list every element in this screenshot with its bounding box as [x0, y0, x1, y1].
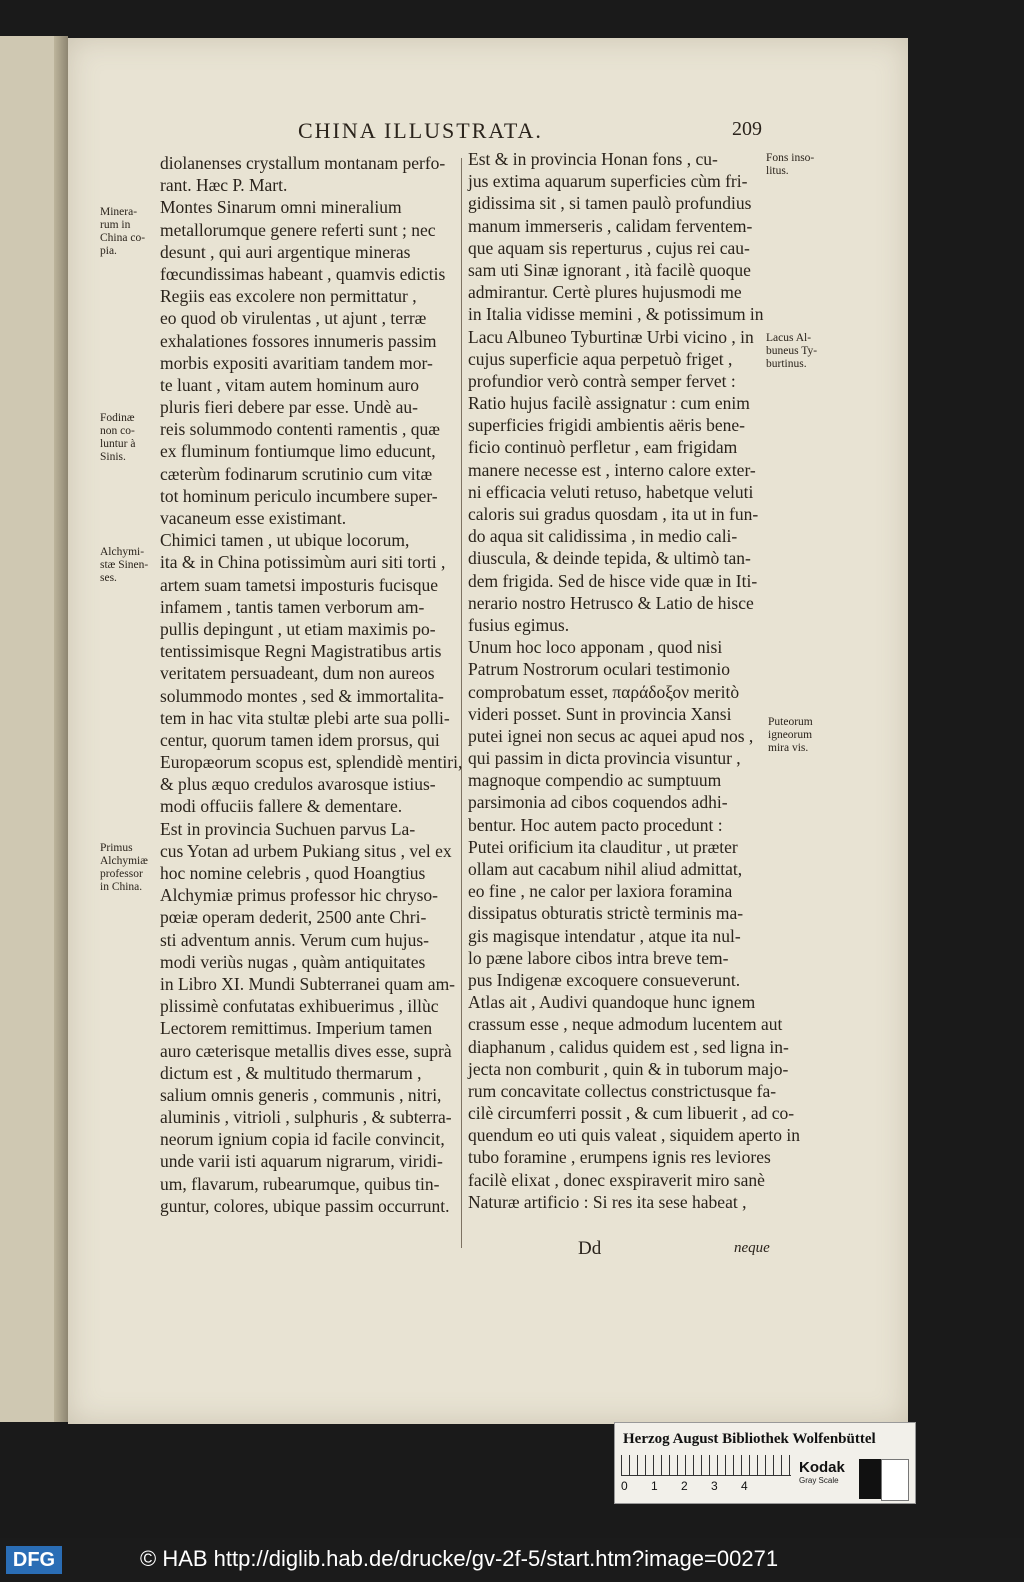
text-line: eo quod ob virulentas , ut ajunt , terræ — [160, 308, 427, 329]
text-line: Lacu Albuneo Tyburtinæ Urbi vicino , in — [468, 326, 754, 347]
text-line: tot hominum periculo incumbere super- — [160, 485, 438, 506]
text-line: unde varii isti aquarum nigrarum, viridi- — [160, 1151, 443, 1172]
text-line: ollam aut cacabum nihil aliud admittat, — [468, 859, 743, 879]
text-line: exhalationes fossores innumeris passim — [160, 330, 437, 351]
source-url[interactable]: © HAB http://diglib.hab.de/drucke/gv-2f-5/start.htm?image=00271 — [140, 1546, 779, 1571]
text-line: ficio continuò perfletur , eam frigidam — [468, 437, 738, 458]
facing-page-edge — [0, 36, 68, 1422]
text-line: ita & in China potissimùm auri siti torti , — [160, 552, 446, 573]
text-line: quendum eo uti quis valeat , siquidem aperto in — [468, 1125, 800, 1146]
text-line: lo pæne labore cibos intra breve tem- — [468, 947, 729, 968]
text-line: cus Yotan ad urbem Pukiang situs , vel ex — [160, 840, 452, 861]
text-line: superficies frigidi ambientis aëris bene- — [468, 415, 745, 436]
text-line: manere necesse est , interno calore exter- — [468, 459, 756, 480]
text-line: in Italia vidisse memini , & potissimum in — [468, 304, 764, 325]
text-line: Est & in provincia Honan fons , cu- — [468, 149, 718, 169]
scale-number: 1 — [651, 1479, 658, 1493]
text-line: putei ignei non secus ac aquei apud nos , — [468, 725, 754, 746]
text-line: auro cæterisque metallis dives esse, suprà — [160, 1040, 452, 1061]
margin-note-fodinae: Fodinæ non co- luntur à Sinis. — [100, 412, 136, 463]
text-line: veritatem persuadeant, dum non aureos — [160, 663, 435, 684]
text-line: dem frigida. Sed de hisce vide quæ in Iti- — [468, 570, 758, 591]
text-line: reis solummodo contenti ramentis , quæ — [160, 419, 440, 440]
text-line: tem in hac vita stultæ plebi arte sua polli- — [160, 707, 450, 728]
text-line: diuscula, & deinde tepida, & ultimò tan- — [468, 548, 751, 569]
text-line: nerario nostro Hetrusco & Latio de hisce — [468, 592, 754, 613]
text-line: salium omnis generis , communis , nitri, — [160, 1084, 442, 1105]
text-line: diolanenses crystallum montanam perfo- — [160, 153, 446, 173]
text-line: Montes Sinarum omni mineralium — [160, 197, 402, 218]
scale-number: 4 — [741, 1479, 748, 1493]
text-line: manum immerseris , calidam ferventem- — [468, 215, 753, 236]
scale-number: 2 — [681, 1479, 688, 1493]
text-line: fusius egimus. — [468, 614, 570, 635]
page-number: 209 — [732, 118, 762, 140]
text-line: profundior verò contrà semper fervet : — [468, 370, 736, 391]
text-line: Patrum Nostrorum oculari testimonio — [468, 659, 730, 680]
text-line: caloris sui gradus quosdam , ita ut in fun- — [468, 504, 759, 524]
text-line: jus extima aquarum superficies cùm fri- — [468, 171, 748, 192]
text-line: ex fluminum fontiumque limo educunt, — [160, 441, 436, 462]
text-line: guntur, colores, ubique passim occurrunt. — [160, 1195, 450, 1216]
text-line: te luant , vitam autem hominum auro — [160, 374, 420, 395]
text-line: infamem , tantis tamen verborum am- — [160, 596, 425, 617]
text-line: Atlas ait , Audivi quandoque hunc ignem — [468, 992, 756, 1013]
text-line: do aqua sit calidissima , in medio cali- — [468, 526, 738, 547]
footer-bar — [0, 1538, 1024, 1582]
text-line: bentur. Hoc autem pacto procedunt : — [468, 814, 723, 835]
margin-note-lacus: Lacus Al- buneus Ty- burtinus. — [766, 332, 818, 370]
ruler-scale — [621, 1455, 791, 1476]
text-line: Est in provincia Suchuen parvus La- — [160, 818, 416, 839]
margin-note-puteorum: Puteorum igneorum mira vis. — [768, 716, 813, 754]
text-line: morbis expositi avaritiam tandem mor- — [160, 352, 433, 373]
text-line: ni efficacia veluti retuso, habetque veluti — [468, 481, 754, 502]
text-line: neorum ignium copia id facile convincit, — [160, 1129, 445, 1150]
signature-mark: Dd — [578, 1238, 602, 1259]
text-line: dictum est , & multitudo thermarum , — [160, 1062, 422, 1083]
text-line: Unum hoc loco apponam , quod nisi — [468, 637, 723, 658]
text-line: Naturæ artificio : Si res ita sese habeat , — [468, 1191, 747, 1212]
text-line: artem suam tametsi imposturis fucisque — [160, 574, 439, 595]
text-line: pus Indigenæ excoquere consueverunt. — [468, 969, 741, 990]
margin-note-mineralia: Minera- rum in China co- pia. — [100, 206, 146, 257]
text-line: pœiæ operam dederit, 2500 ante Chri- — [160, 907, 427, 928]
catchword: neque — [734, 1240, 770, 1256]
kodak-logo: Kodak — [799, 1459, 845, 1476]
text-line: & plus æquo credulos avarosque istius- — [160, 774, 436, 795]
text-line: pullis depingunt , ut etiam maximis po- — [160, 618, 436, 639]
text-line: tentissimisque Regni Magistratibus artis — [160, 641, 442, 662]
margin-note-alchymistae: Alchymi- stæ Sinen- ses. — [100, 546, 149, 584]
text-line: fœcundissimas habeant , quamvis edictis — [160, 263, 446, 284]
text-line: hoc nomine celebris , quod Hoangtius — [160, 863, 426, 883]
text-line: comprobatum esset, παράδοξον meritò — [468, 681, 740, 702]
text-line: jecta non comburit , quin & in tuborum majo- — [468, 1058, 789, 1079]
running-head: CHINA ILLUSTRATA. — [298, 118, 543, 143]
text-line: tubo foramine , erumpens ignis res leviores — [468, 1147, 771, 1168]
gray-scale-label: Gray Scale — [799, 1476, 839, 1485]
left-text-column — [160, 152, 462, 1217]
text-line: magnoque compendio ac sumptuum — [468, 770, 722, 791]
text-line: qui passim in dicta provincia visuntur , — [468, 748, 741, 769]
text-line: diaphanum , calidus quidem est , sed ligna in- — [468, 1036, 789, 1057]
color-target-card — [614, 1422, 916, 1504]
text-line: cujus superficie aqua perpetuò friget , — [468, 348, 733, 369]
text-line: rant. Hæc P. Mart. — [160, 175, 288, 196]
text-line: Ratio hujus facilè assignatur : cum enim — [468, 393, 750, 414]
scale-numbers — [621, 1479, 797, 1493]
page-gutter — [54, 36, 68, 1422]
text-line: admirantur. Certè plures hujusmodi me — [468, 282, 742, 303]
library-name: Herzog August Bibliothek Wolfenbüttel — [623, 1431, 876, 1447]
text-line: Chimici tamen , ut ubique locorum, — [160, 530, 410, 551]
text-line: sam uti Sinæ ignorant , ità facilè quoque — [468, 259, 751, 280]
dfg-logo[interactable]: DFG — [6, 1546, 62, 1574]
text-line: aluminis , vitrioli , sulphuris , & subterra- — [160, 1107, 452, 1128]
white-patch — [881, 1459, 909, 1501]
text-line: desunt , qui auri argentique mineras — [160, 241, 411, 262]
text-line: cæterùm fodinarum scrutinio cum vitæ — [160, 463, 433, 484]
text-line: solummodo montes , sed & immortalita- — [160, 685, 444, 706]
scale-number: 3 — [711, 1479, 718, 1493]
text-line: crassum esse , neque admodum lucentem aut — [468, 1014, 783, 1035]
text-line: sti adventum annis. Verum cum hujus- — [160, 929, 429, 950]
text-line: rum concavitate collectus constrictusque fa- — [468, 1080, 777, 1101]
text-line: Lectorem remittimus. Imperium tamen — [160, 1018, 433, 1039]
right-text-column — [468, 148, 800, 1213]
text-line: eo fine , ne calor per laxiora foramina — [468, 881, 733, 902]
margin-note-primus: Primus Alchymiæ professor in China. — [100, 842, 148, 893]
scale-number: 0 — [621, 1479, 628, 1493]
text-line: cilè circumferri possit , & cum libuerit , ad co- — [468, 1103, 795, 1124]
text-line: parsimonia ad cibos coquendos adhi- — [468, 792, 728, 813]
margin-note-fons: Fons inso- litus. — [766, 152, 815, 177]
black-patch — [859, 1459, 881, 1499]
text-line: Alchymiæ primus professor hic chryso- — [160, 885, 439, 906]
text-line: que aquam sis reperturus , cujus rei cau- — [468, 237, 750, 258]
text-line: plissimè confutatas exhibuerimus , illùc — [160, 996, 439, 1017]
text-line: modi offuciis fallere & dementare. — [160, 796, 403, 817]
text-line: Europæorum scopus est, splendidè mentiri, — [160, 752, 463, 773]
text-line: gidissima sit , si tamen paulò profundius — [468, 193, 752, 214]
text-line: pluris fieri debere par esse. Undè au- — [160, 397, 419, 418]
text-line: um, flavarum, rubearumque, quibus tin- — [160, 1173, 440, 1194]
text-line: Putei orificium ita clauditur , ut præter — [468, 836, 738, 857]
text-line: centur, quorum tamen idem prorsus, qui — [160, 729, 440, 750]
text-line: videri posset. Sunt in provincia Xansi — [468, 703, 732, 724]
text-line: in Libro XI. Mundi Subterranei quam am- — [160, 973, 456, 994]
text-line: metallorumque genere referti sunt ; nec — [160, 219, 436, 240]
text-line: vacaneum esse existimant. — [160, 508, 347, 528]
text-line: Regiis eas excolere non permittatur , — [160, 286, 417, 307]
text-line: modi veriùs nugas , quàm antiquitates — [160, 951, 426, 972]
text-line: gis magisque intendatur , atque ita nul- — [468, 925, 741, 946]
text-line: facilè elixat , donec exspiraverit miro sanè — [468, 1169, 765, 1190]
text-line: dissipatus obturatis strictè terminis ma- — [468, 903, 744, 924]
